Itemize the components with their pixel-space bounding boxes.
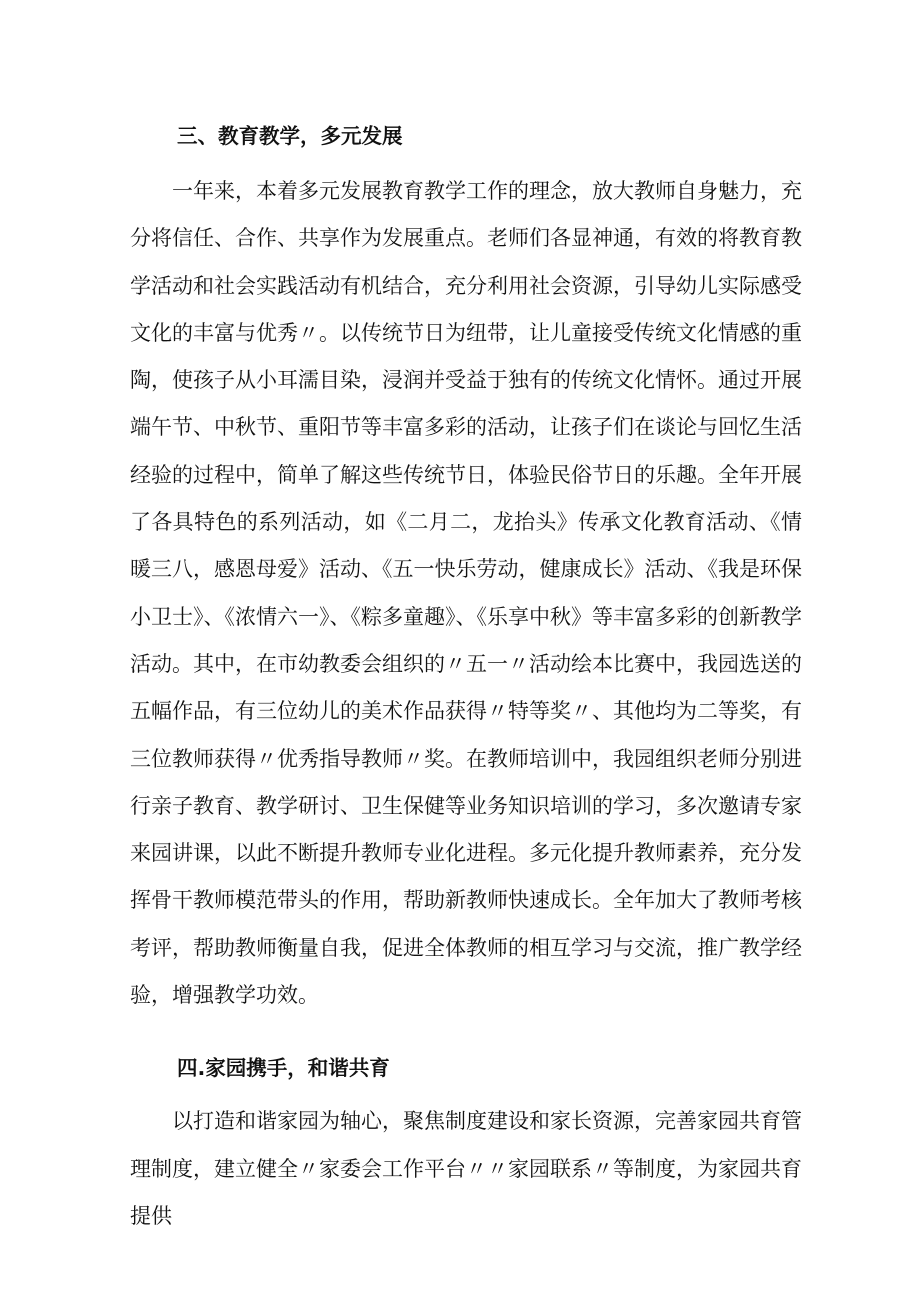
- document-body: [130, 112, 802, 1240]
- section-heading-education-teaching: 三、教育教学，多元发展: [177, 124, 403, 148]
- section-heading-home-school: 四.家园携手，和谐共育: [177, 1056, 390, 1081]
- section-paragraph-home-school: 以打造和谐家园为轴心，聚焦制度建设和家长资源，完善家园共育管理制度，建立健全〃家委会工作平台〃〃家园联系〃等制度，为家园共育提供: [130, 1109, 802, 1228]
- section-paragraph-education-teaching: 一年来，本着多元发展教育教学工作的理念，放大教师自身魅力，充分将信任、合作、共享作为发展重点。老师们各显神通，有效的将教育教学活动和社会实践活动有机结合，充分利用社会资源，引导幼儿实际感受文化的丰富与优秀〃。以传统节日为纽带，让儿童接受传统文化情感的重陶，使孩子从小耳濡目染，浸润并受益于独有的传统文化情怀。通过开展端午节、中秋节、重阳节等丰富多彩的活动，让孩子们在谈论与回忆生活经验的过程中，简单了解这些传统节日，体验民俗节日的乐趣。全年开展了各具特色的系列活动，如《二月二，龙抬头》传承文化教育活动、《情暖三八，感恩母爱》活动、《五一快乐劳动，健康成长》活动、《我是环保小卫士》、《浓情六一》、《粽多童趣》、《乐享中秋》等丰富多彩的创新教学活动。其中，在市幼教委会组织的〃五一〃活动绘本比赛中，我园选送的五幅作品，有三位幼儿的美术作品获得〃特等奖〃、其他均为二等奖，有三位教师获得〃优秀指导教师〃奖。在教师培训中，我园组织老师分别进行亲子教育、教学研讨、卫生保健等业务知识培训的学习，多次邀请专家来园讲课，以此不断提升教师专业化进程。多元化提升教师素养，充分发挥骨干教师模范带头的作用，帮助新教师快速成长。全年加大了教师考核考评，帮助教师衡量自我，促进全体教师的相互学习与交流，推广教学经验，增强教学功效。: [130, 179, 802, 1008]
